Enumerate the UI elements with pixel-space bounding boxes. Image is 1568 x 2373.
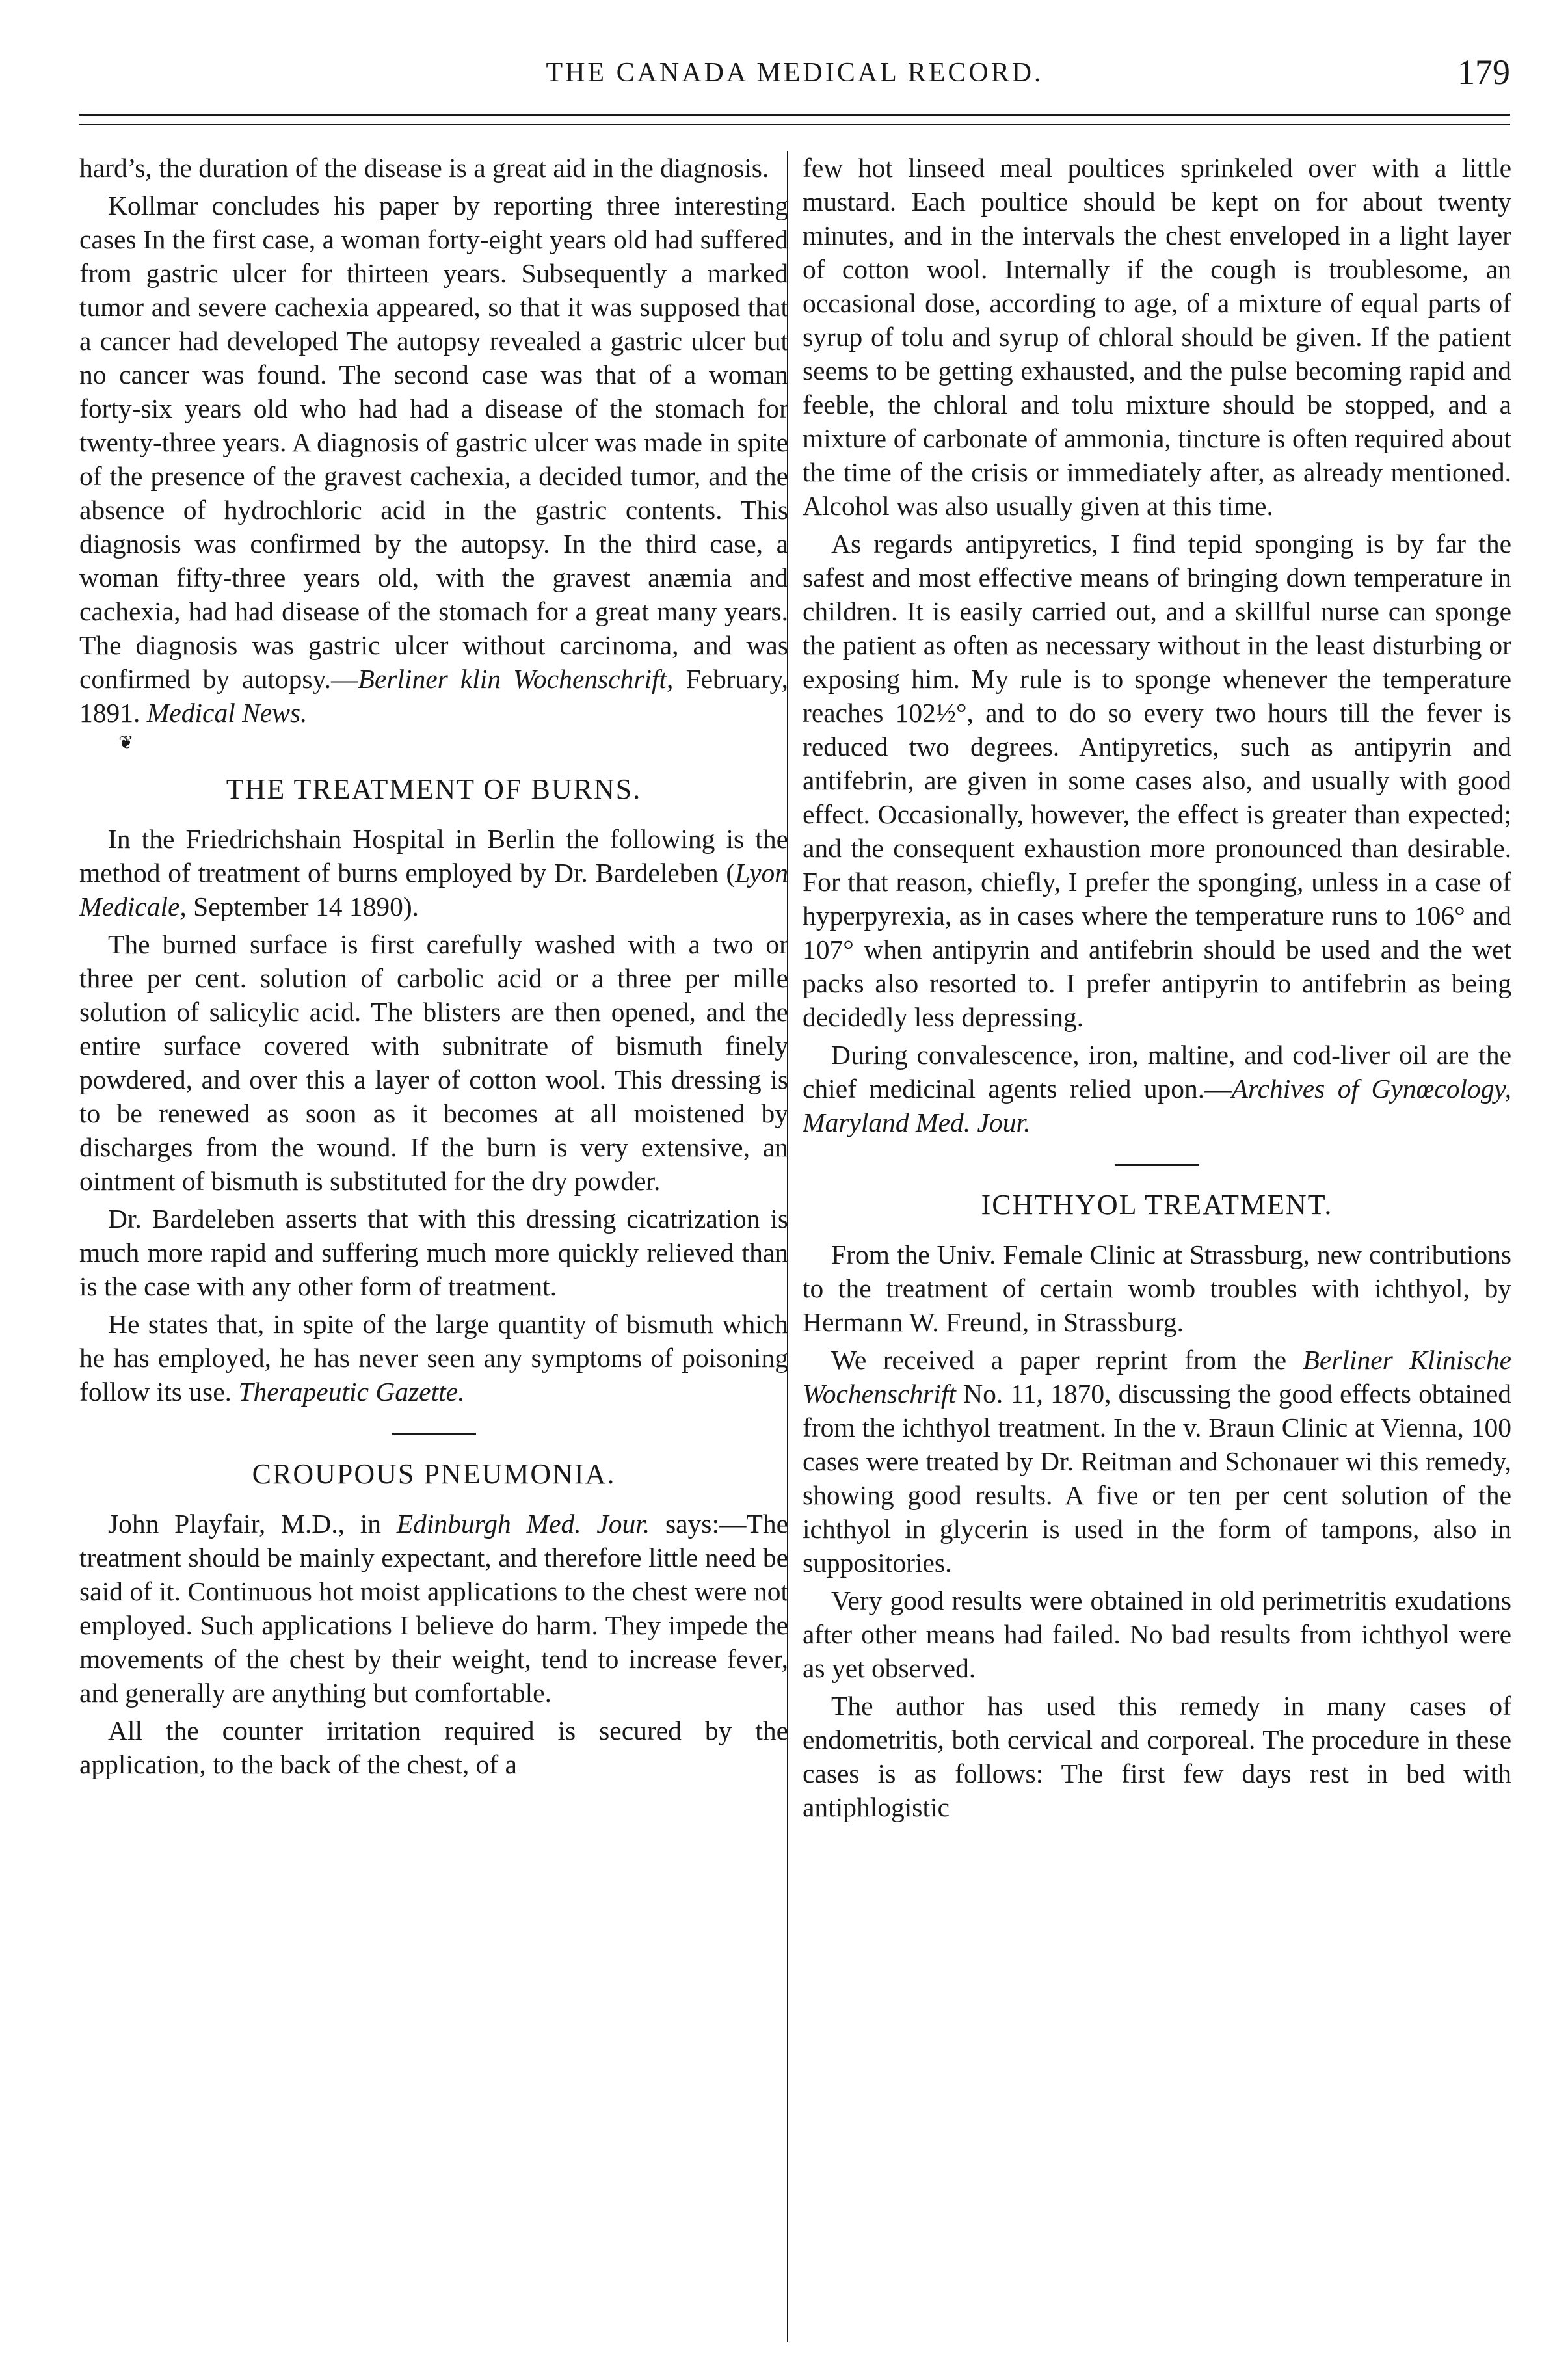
pneumonia-paragraph-1 [79, 1507, 788, 1710]
pneumonia-paragraph-2: All the counter irritation required is secured by the application, to the back of the chest, of a [79, 1716, 788, 1779]
pneumonia-p1-source: Edinburgh Med. Jour. [396, 1509, 650, 1539]
burns-p4-text: He states that, in spite of the large quantity of bismuth which he has employed, he has never seen any symptoms of poisoning follow its use. [79, 1309, 788, 1407]
running-head [79, 52, 1510, 98]
kollmar-date: , February, 1891. [79, 664, 788, 728]
burns-paragraph-1 [79, 822, 788, 923]
right-continuation-paragraph: few hot linseed meal poultices sprinkeled over with a little mustard. Each poultice should be kept on for about twenty minutes, and in the intervals the chest enveloped in a light layer of cotton wool. Internally if the cough is troublesome, an occasional dose, according to age, of a mixture of equal parts of syrup of tolu and syrup of chloral should be given. If the patient seems to be getting exhausted, and the pulse becoming rapid and feeble, the chloral and tolu mixture should be stopped, and a mixture of carbonate of ammonia, tincture is often required about the time of the crisis or immediately after, as already mentioned. Alcohol was also usually given at this time. [803, 153, 1511, 521]
ichthyol-paragraph-3: Very good results were obtained in old perimetritis exudations after other means had failed. No bad results from ichthyol were as yet observed. [803, 1585, 1511, 1683]
antipyretics-paragraph: As regards antipyretics, I find tepid sponging is by far the safest and most effective means of bringing down temperature in children. It is easily carried out, and a skillful nurse can sponge the patient as often as necessary without in the least disturbing or exposing him. My rule is to sponge whenever the temperature reaches 102½°, and to do so every two hours till the fever is reduced two degrees. Antipyretics, such as antipyrin and antifebrin, are given in some cases also, and usually with good effect. Occasionally, however, the effect is greater than expected; and the consequent exhaustion more pronounced than desirable. For that reason, chiefly, I prefer the sponging, unless in a case of hyperpyrexia, as in cases where the temperature runs to 106° and 107° when antipyrin and antifebrin should be used and the wet packs also resorted to. I prefer antipyrin to antifebrin as being decidedly less depressing. [803, 529, 1511, 1032]
convalescence-source: Archives of Gynœcology, Maryland Med. Jour. [803, 1074, 1511, 1137]
ichthyol-p2-text: No. 11, 1870, discussing the good effects obtained from the ichthyol treatment. In the v. Braun Clinic at Vienna, 100 cases were treated by Dr. Reitman and Schonauer wi this remedy, showing good results. A five or ten per cent solution of the ichthyol in glycerin is used in the form of tampons, also in suppositories. [803, 1379, 1511, 1578]
pneumonia-p1-start: John Playfair, M.D., in [108, 1509, 397, 1539]
kollmar-source-2: Medical News. [146, 698, 308, 728]
section-separator-right [1115, 1164, 1199, 1166]
kollmar-paragraph [79, 189, 788, 730]
left-column [79, 151, 788, 2342]
column-divider [787, 151, 788, 2342]
kollmar-text: Kollmar concludes his paper by reporting three interesting cases In the first case, a woman forty-eight years old had suffered from gastric ulcer for thirteen years. Subsequently a marked tumor and severe cachexia appeared, so that it was supposed that a cancer had developed The autopsy revealed a gastric ulcer but no cancer was found. The second case was that of a woman forty-six years old who had had a disease of the stomach for twenty-three years. A diagnosis of gastric ulcer was made in spite of the presence of the gravest cachexia, a decided tumor, and the absence of hydrochloric acid in the gastric contents. This diagnosis was confirmed by the autopsy. In the third case, a woman fifty-three years old, with the gravest anæmia and cachexia, had had disease of the stomach for a great many years. The diagnosis was gastric ulcer without carcinoma, and was confirmed by autopsy.— [79, 191, 788, 694]
ornament-icon: ❦ [118, 733, 134, 753]
burns-p1-source: Lyon Medicale, [79, 858, 788, 921]
header-rule-top [79, 114, 1510, 116]
ichthyol-paragraph-2 [803, 1343, 1511, 1580]
ichthyol-paragraph-1: From the Univ. Female Clinic at Strassburg, new contributions to the treatment of certain womb troubles with ichthyol, by Hermann W. Freund, in Strassburg. [803, 1240, 1511, 1337]
convalescence-paragraph [803, 1038, 1511, 1139]
burns-p4-source: Therapeutic Gazette. [238, 1377, 465, 1407]
burns-heading: THE TREATMENT OF BURNS. [226, 773, 642, 805]
journal-title: THE CANADA MEDICAL RECORD. [546, 58, 1044, 88]
burns-paragraph-4 [79, 1307, 788, 1409]
right-column [803, 151, 1511, 2342]
pneumonia-heading: CROUPOUS PNEUMONIA. [252, 1458, 616, 1490]
ichthyol-heading: ICHTHYOL TREATMENT. [981, 1189, 1333, 1221]
burns-p1-end: September 14 1890). [186, 892, 419, 921]
convalescence-text: During convalescence, iron, maltine, and cod-liver oil are the chief medicinal agents relied upon.— [803, 1040, 1511, 1104]
pneumonia-p1-text: says:—The treatment should be mainly expectant, and therefore little need be said of it. Continuous hot moist applications to the chest were not employed. Such applications I believe do harm. They impede the movements of the chest by their weight, tend to increase fever, and generally are anything but comfortable. [79, 1509, 788, 1708]
header-rule-bottom [79, 124, 1510, 125]
burns-paragraph-2: The burned surface is first carefully washed with a two or three per cent. solution of carbolic acid or a three per mille solution of salicylic acid. The blisters are then opened, and the entire surface covered with subnitrate of bismuth finely powdered, and over this a layer of cotton wool. This dressing is to be renewed as soon as it becomes at all moistened by discharges from the wound. If the burn is very extensive, an ointment of bismuth is substituted for the dry powder. [79, 929, 788, 1196]
continuation-paragraph: hard’s, the duration of the disease is a great aid in the diagnosis. [79, 153, 769, 183]
kollmar-source: Berliner klin Wochenschrift [358, 664, 667, 694]
ichthyol-paragraph-4: The author has used this remedy in many cases of endometritis, both cervical and corporeal. The procedure in these cases is as follows: The first few days rest in bed with antiphlogistic [803, 1691, 1511, 1822]
ichthyol-p2-start: We received a paper reprint from the [831, 1345, 1303, 1375]
ichthyol-p2-source: Berliner Klinische Wochenschrift [803, 1345, 1511, 1409]
page-number: 179 [1457, 53, 1510, 92]
section-separator [392, 1433, 476, 1435]
burns-paragraph-3: Dr. Bardeleben asserts that with this dressing cicatrization is much more rapid and suffering much more quickly relieved than is the case with any other form of treatment. [79, 1204, 788, 1301]
burns-p1-text: In the Friedrichshain Hospital in Berlin the following is the method of treatment of burns employed by Dr. Bardeleben ( [79, 824, 788, 888]
